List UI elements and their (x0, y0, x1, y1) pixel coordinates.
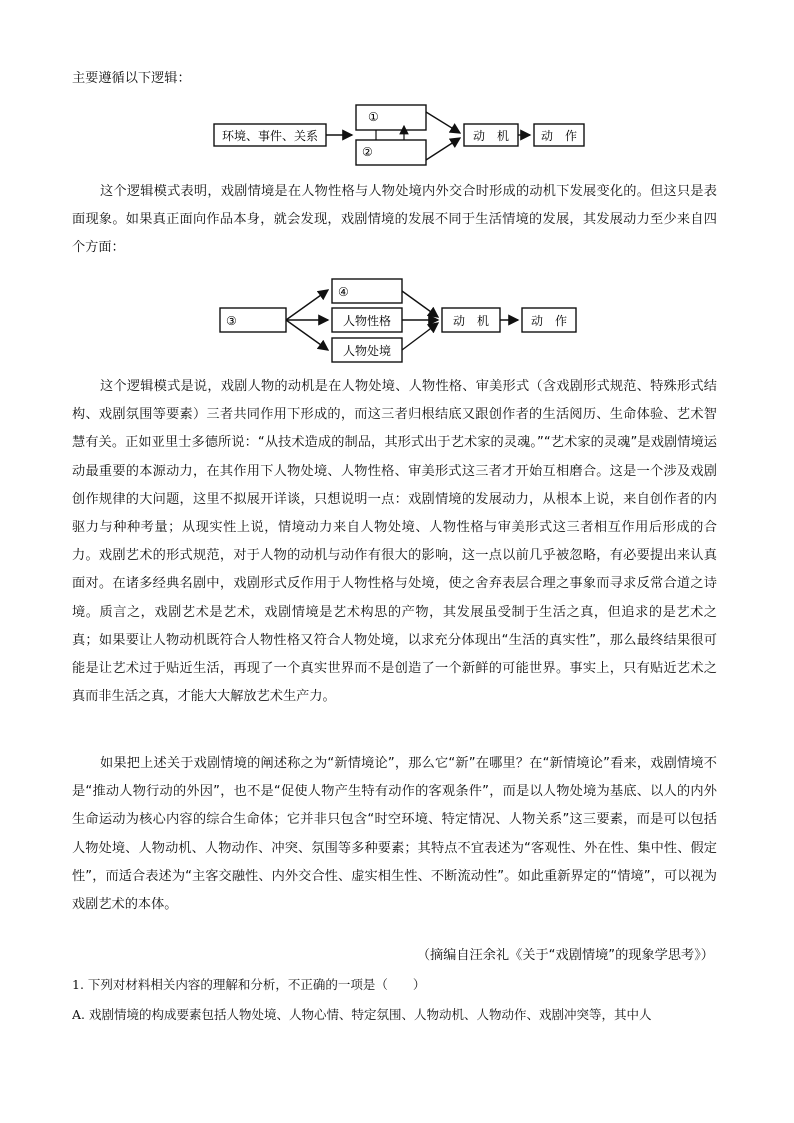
svg-text:③: ③ (226, 314, 237, 328)
question-1: 1. 下列对材料相关内容的理解和分析，不正确的一项是（ ） (72, 977, 426, 992)
paragraph-3: 如果把上述关于戏剧情境的阐述称之为“新情境论”，那么它“新”在哪里？在“新情境论”看来，戏剧情境不是“推动人物行动的外因”，也不是“促使人物产生特有动作的客观条件”，而是以人物处境为基底、以人的内外生命运动为核心内容的综合生命体；它并非只包含“时空环境、特定情况、人物关系”这三要素，而是可以包括人物处境、人物动机、人物动作、冲突、氛围等多种要素；其特点不宜表述为“客观性、外在性、集中性、假定性”，而适合表述为“主客交融性、内外交合性、虚实相生性、不断流动性”。如此重新界定的“情境”，可以视为戏剧艺术的本体。 (72, 756, 717, 913)
svg-text:④: ④ (338, 285, 349, 299)
svg-text:②: ② (362, 145, 373, 159)
source-citation: （摘编自汪余礼《关于“戏剧情境”的现象学思考》） (416, 948, 714, 963)
svg-text:人物性格: 人物性格 (342, 314, 392, 328)
diagram1-box-upper (356, 105, 426, 130)
intro-line: 主要遵循以下逻辑： (72, 71, 191, 86)
diagram1-left-label: 环境、事件、关系 (221, 129, 319, 143)
svg-text:人物处境: 人物处境 (342, 344, 392, 358)
svg-text:动 作: 动 作 (540, 129, 578, 143)
svg-text:动 机: 动 机 (472, 129, 510, 143)
logic-diagram-1 (210, 100, 590, 170)
logic-diagram-2 (210, 275, 590, 370)
option-a: A. 戏剧情境的构成要素包括人物处境、人物心情、特定氛围、人物动机、人物动作、戏剧冲突等，其中人 (72, 1007, 652, 1022)
paragraph-1: 这个逻辑模式表明，戏剧情境是在人物性格与人物处境内外交合时形成的动机下发展变化的。但这只是表面现象。如果真正面向作品本身，就会发现，戏剧情境的发展不同于生活情境的发展，其发展动力至少来自四个方面： (72, 184, 717, 256)
svg-text:动 作: 动 作 (530, 314, 568, 328)
svg-text:动 机: 动 机 (452, 314, 490, 328)
paragraph-2: 这个逻辑模式是说，戏剧人物的动机是在人物处境、人物性格、审美形式（含戏剧形式规范、特殊形式结构、戏剧氛围等要素）三者共同作用下形成的，而这三者归根结底又跟创作者的生活阅历、生命体验、艺术智慧有关。正如亚里士多德所说：“从技术造成的制品，其形式出于艺术家的灵魂。”“艺术家的灵魂”是戏剧情境运动最重要的本源动力，在其作用下人物处境、人物性格、审美形式这三者才开始互相磨合。这是一个涉及戏剧创作规律的大问题，这里不拟展开详谈，只想说明一点：戏剧情境的发展动力，从根本上说，来自创作者的内驱力与种种考量；从现实性上说，情境动力来自人物处境、人物性格与审美形式这三者相互作用后形成的合力。戏剧艺术的形式规范，对于人物的动机与动作有很大的影响，这一点以前几乎被忽略，有必要提出来认真面对。在诸多经典名剧中，戏剧形式反作用于人物性格与处境，使之舍弃表层合理之事象而寻求反常合道之诗境。质言之，戏剧艺术是艺术，戏剧情境是艺术构思的产物，其发展虽受制于生活之真，但追求的是艺术之真；如果要让人物动机既符合人物性格又符合人物处境，以求充分体现出“生活的真实性”，那么最终结果很可能是让艺术过于贴近生活，再现了一个真实世界而不是创造了一个新鲜的可能世界。事实上，只有贴近艺术之真而非生活之真，才能大大解放艺术生产力。 (72, 379, 717, 705)
svg-text:①: ① (368, 110, 379, 124)
